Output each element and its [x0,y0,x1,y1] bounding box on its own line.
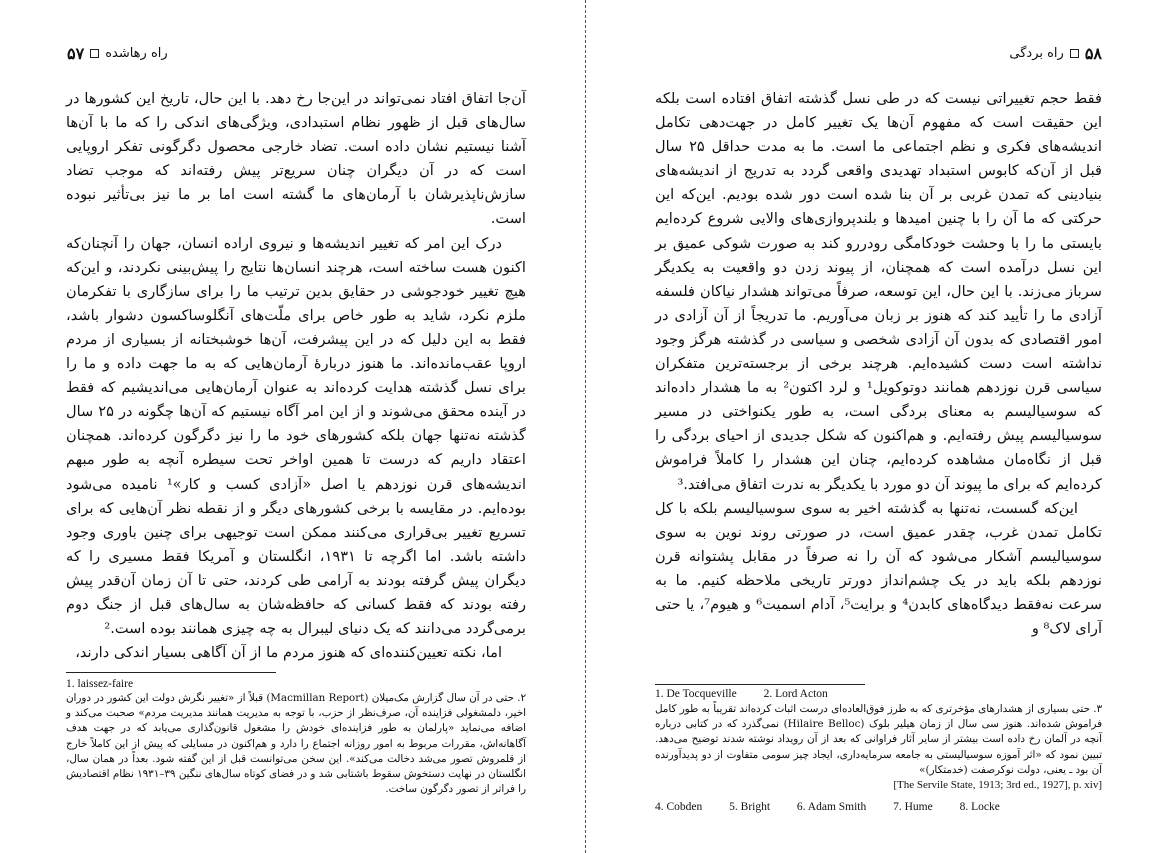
right-page-header [1009,44,1102,63]
footnote-8: 8. Locke [959,801,1000,813]
footnote-6: 6. Adam Smith [796,801,867,813]
footnote-1: 1. laissez-faire [66,678,134,690]
footnote-7: 7. Hume [893,801,933,813]
left-footnote-english [66,677,157,691]
left-page-header [67,44,168,63]
right-footnote-english-bottom [655,800,1024,814]
left-paragraph-1: آن‌جا اتفاق افتاد نمی‌تواند در این‌جا رخ دهد. با این حال، تاریخ این کشورها در سال‌های قبل از ظهور نظام استبدادی، ویژگی‌های اندکی را که ما با آن‌ها آشنا نیستیم نشان داده است. تضاد خارجی محصول دگرگونی تفکر اروپایی است که در آن دیگران چنان سریع‌تر پیش رفته‌اند که موجب تضاد سازش‌ناپذیرشان با آرمان‌های ما گشته است اما بر ما نیز بی‌تأثیر نبوده است. [66,90,526,228]
footnote-3-text: ۳. حتی بسیاری از هشدارهای مؤخرتری که به طرز فوق‌العاده‌ای درست اثبات کرده‌اند تقریباً به طور کامل فراموش شده‌اند. هنوز سی سال از زمان هیلیر بلوک (Hilaire Belloc) نمی‌گذرد که در کتابی درباره آنچه در آلمان رخ داده است بیشتر از سایر آثار فراوانی که بعد از آن رویداد نوشته شدند توضیح می‌دهد. تبیین نمود که «اثر آموزه سوسیالیستی به جامعه سرمایه‌داری، ایجاد چیز سومی متفاوت از دو پدیدآورنده آن بود ـ یعنی، دولت نوکرصفت (خدمتکار)» [655,703,1102,776]
page-divider [585,0,586,853]
footnote-4: 4. Cobden [655,801,703,813]
right-paragraph-2: این‌که گسست، نه‌تنها به گذشته اخیر به سوی سوسیالیسم بلکه با کل تکامل تمدن غرب، چقدر عمیق است، در صورتی روند نوین به سوی سوسیالیسم آشکار می‌شود که آن را نه صرفاً در مقابل پشتوانه قرن نوزدهم بلکه باید در یک چشم‌انداز دورتر تاریخی ملاحظه کنیم. ما به سرعت نه‌فقط دیدگاه‌های کابدن⁴ و برایت⁵، آدام اسمیت⁶ و هیوم⁷، یا حتی آرای لاک⁸ و [655,499,1102,638]
right-footnote-rule [655,684,865,685]
right-body-text [655,87,1102,641]
left-body-text [66,87,526,665]
left-page-number: ۵۷ [67,44,85,63]
left-paragraph-3: اما، نکته تعیین‌کننده‌ای که هنوز مردم ما از آن آگاهی بسیار اندکی دارند، [75,644,502,662]
left-paragraph-2: درک این امر که تغییر اندیشه‌ها و نیروی اراده انسان، جهان را آنچنان‌که اکنون هست ساخته است، هرچند انسان‌ها نتایج را پیش‌بینی نکردند، و این‌که هیچ تغییر خودجوشی در حقایق بدین ترتیب ما را برای سازگاری با تفکرمان ملزم نکرد، شاید به طور خاص برای ملّت‌های آنگلوساکسون دشوار باشد، فقط به این دلیل که در این پیشرفت، آن‌ها خوشبختانه از بسیاری از مردم اروپا عقب‌مانده‌اند. ما هنوز دربارهٔ آرمان‌هایی که به ما جهت داده و ما را برای نسل گذشته هدایت کرده‌اند به عنوان آرمان‌هایی می‌اندیشیم که فقط در آینده محقق می‌شوند و از این امر آگاه نیستیم که آن‌ها چگونه در ۲۵ سال گذشته نه‌تنها جهان بلکه کشورهای خود ما را نیز دگرگون کرده‌اند. همچنان اعتقاد داریم که درست تا همین اواخر تحت سیطره آنچه به طور مبهم اندیشه‌های قرن نوزدهم یا اصل «آزادی کسب و کار»¹ نامیده می‌شود بوده‌ایم. در مقایسه با برخی کشورهای دیگر و از نقطه نظر آن‌هایی که برای تسریع تغییر بی‌قراری می‌کنند ممکن است توجیهی برای چنین باوری وجود داشته باشد. اما اگرچه تا ۱۹۳۱، انگلستان و آمریکا فقط مسیری را که دیگران پیش گرفته بودند به آرامی طی کردند، حتی تا آن زمان آن‌قدر پیش رفته بودند که فقط کسانی که حافظه‌شان به سال‌های قبل از جنگ دوم برمی‌گردد می‌دانند که یک دنیای لیبرال به چه چیزی همانند بوده است.² [66,234,527,638]
footnote-2: 2. Lord Acton [763,688,828,700]
footnote-1: 1. De Tocqueville [655,688,737,700]
right-page [589,0,1164,853]
footnote-5: 5. Bright [729,801,771,813]
footnote-3-source: [The Servile State, 1913; 3rd ed., 1927], p. xiv] [893,779,1102,792]
right-running-head: راه بردگی [1009,46,1064,61]
right-footnote-farsi [655,702,1102,792]
left-footnote-rule [66,672,276,673]
right-paragraph-1: فقط حجم تغییراتی نیست که در طی نسل گذشته اتفاق افتاده است بلکه این حقیقت است که مفهوم آن‌ها یک تغییر کامل در جهت‌دهی تکامل اندیشه‌های فکری و نظم اجتماعی ما است. ما به مدت حداقل ۲۵ سال قبل از آن‌که کابوس استبداد تهدیدی واقعی گردد به تدریج از اندیشه‌های بنیادینی که تمدن غربی بر آن بنا شده است دور شده بودیم. این‌که این حرکتی که ما آن را با چنین امیدها و بلندپروازی‌های والایی شروع کرده‌ایم بایستی ما را با وحشت خودکامگی رودررو کند به صورت شوکی عمیق بر این نسل درآمده است که همچنان، از پیوند زدن دو واقعیت به یکدیگر سرباز می‌زند. با این حال، این توسعه، صرفاً می‌تواند هشدار نیاکان فلسفه آزادی ما را تأیید کند که هنوز بر زبان می‌آوریم. ما تدریجاً از آن آزادی در امور اقتصادی که بدون آن آزادی شخصی و سیاسی در گذشته هرگز وجود نداشته است دست کشیده‌ایم. هرچند برخی از برجسته‌ترین متفکران سیاسی قرن نوزدهم همانند دوتوکویل¹ و لرد اکتون² به ما هشدار داده‌اند که سوسیالیسم به معنای بردگی است، به طور یکنواختی در مسیر سوسیالیسم پیش رفته‌ایم. و هم‌اکنون که شکل جدیدی از احیای بردگی را قبل از نگاه‌مان مشاهده کرده‌ایم، چنان این هشدار را کاملاً فراموش کرده‌ایم که برای ما پیوند آن دو مورد با یکدیگر به ندرت اتفاق می‌افتد.³ [655,90,1102,493]
left-footnote-farsi: ۲. حتی در آن سال گزارش مک‌میلان (Macmillan Report) قبلاً از «تغییر نگرش دولت این کشور در دوران اخیر، دلمشغولی فزاینده آن، صرف‌نظر از حزب، با توجه به مدیریت همانند مدیریت مردم» صحبت می‌کند و اضافه می‌نماید «پارلمان به طور فزاینده‌ای خودش را مشغول قانون‌گذاری می‌یابد که در جهت هدف آگاهانه‌اش، مقررات مربوط به امور روزانه اجتماع را دارد و هم‌اکنون در مسایلی که پیش از این کاملاً خارج از قلمروش تصور می‌شد دخالت می‌کند». این سخن می‌توانست قبل از این گفته شود. بعداً در همان سال، انگلستان در نهایت دستخوش سقوط باشتابی شد و در فضای کوتاه سال‌های ننگین ۳۹–۱۹۳۱ نظام اقتصادیش را فراتر از تصور دگرگون ساخت. [66,692,527,796]
square-bullet-icon [1070,49,1079,58]
square-bullet-icon [90,49,99,58]
right-page-number: ۵۸ [1084,44,1102,63]
right-footnote-english-top [655,687,852,701]
left-running-head: راه رهاشده [105,46,168,61]
